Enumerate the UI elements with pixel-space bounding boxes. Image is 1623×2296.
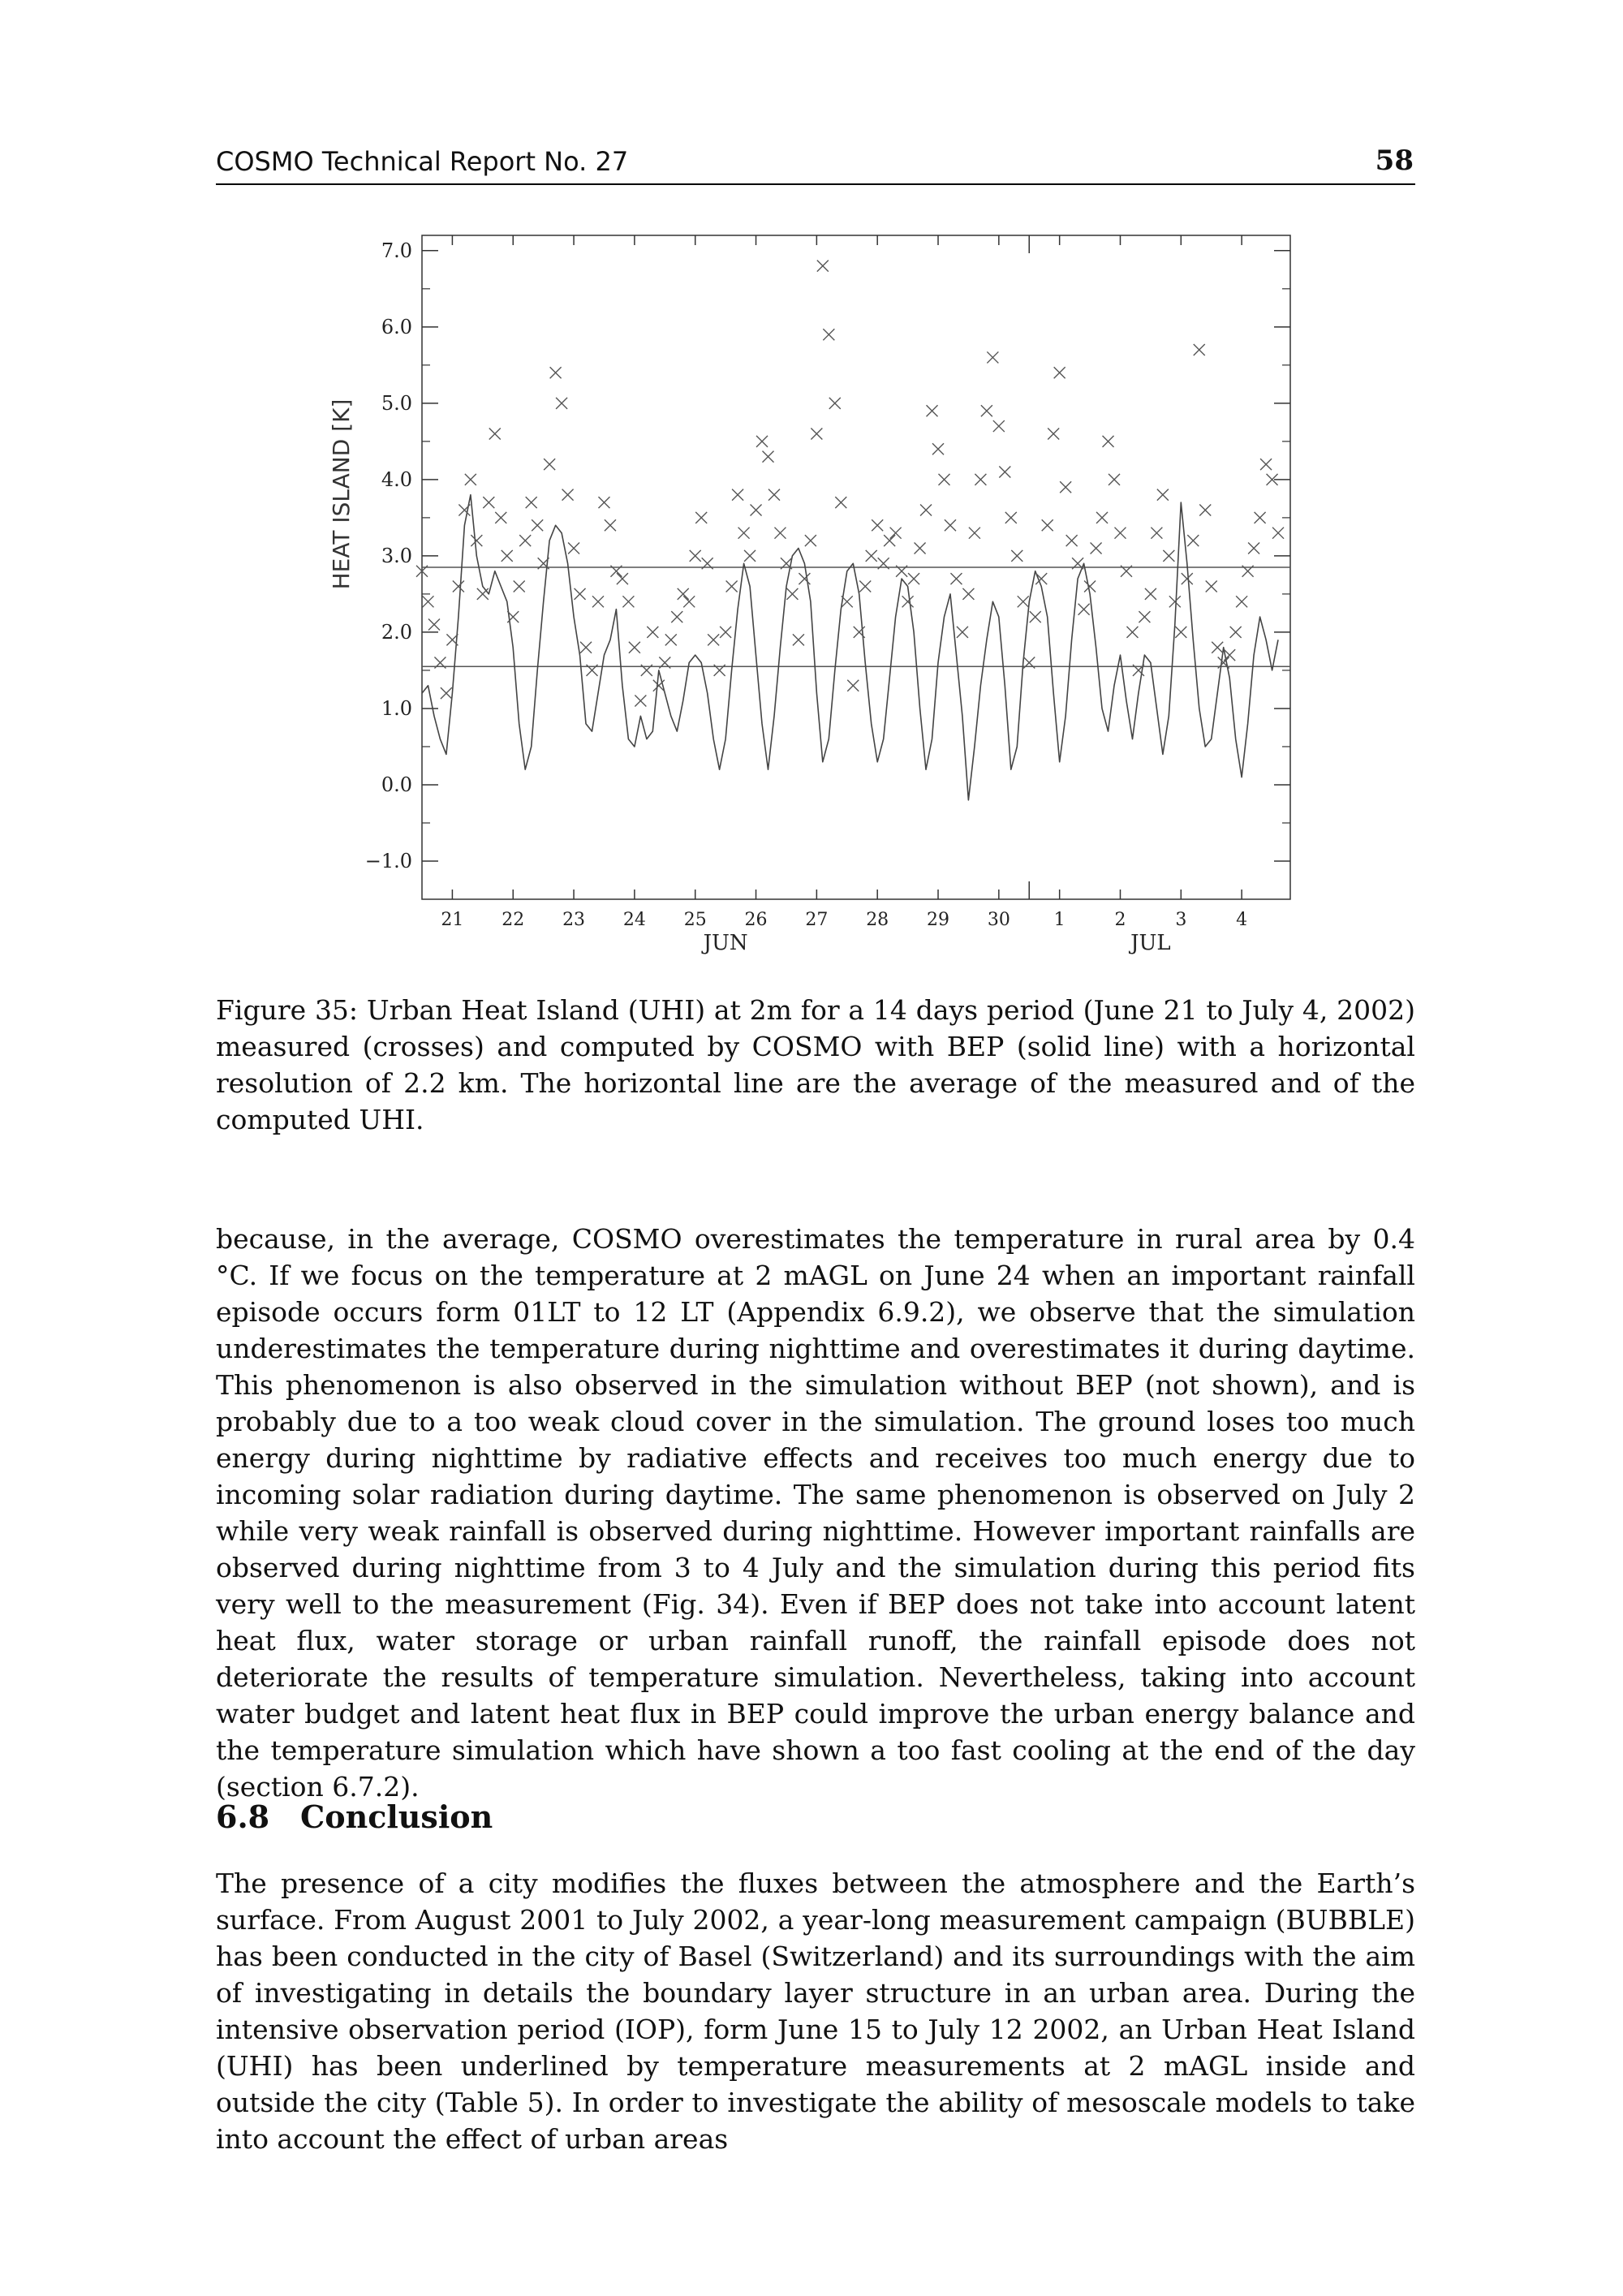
measured-point xyxy=(1260,459,1272,470)
uhi-chart xyxy=(308,211,1315,982)
measured-point xyxy=(744,550,756,562)
y-tick-label: 3.0 xyxy=(381,544,412,567)
measured-point xyxy=(859,581,871,592)
measured-point xyxy=(1060,481,1071,493)
measured-point xyxy=(647,627,658,638)
month-label: JUL xyxy=(1130,931,1171,955)
measured-point xyxy=(690,550,701,562)
measured-point xyxy=(884,535,895,546)
measured-point xyxy=(927,405,938,416)
measured-point xyxy=(726,581,738,592)
measured-point xyxy=(502,550,513,562)
measured-point xyxy=(908,573,919,584)
measured-point xyxy=(458,504,470,515)
measured-point xyxy=(441,687,452,699)
x-tick-label: 21 xyxy=(441,910,464,930)
measured-point xyxy=(708,634,719,645)
month-label: JUN xyxy=(703,931,748,955)
measured-point xyxy=(835,497,846,508)
measured-point xyxy=(1078,604,1090,615)
measured-point xyxy=(671,611,682,622)
measured-point xyxy=(969,528,980,539)
measured-point xyxy=(622,596,634,607)
measured-point xyxy=(915,542,926,554)
measured-point xyxy=(799,573,810,584)
y-tick-label: 0.0 xyxy=(381,773,412,796)
measured-point xyxy=(1109,474,1120,485)
measured-point xyxy=(556,398,567,409)
measured-point xyxy=(962,588,974,600)
body-paragraph: because, in the average, COSMO overestimates the temperature in rural area by 0.4 °C. If we focus on the temperature at 2 mAGL on June 24 when an important rainfall episode occurs form 01LT to 12 LT (Appendix 6.9.2), we observe that the simulation underestimates the temperature during nighttime and overestimates it during daytime. This phenomenon is also observed in the simulation without BEP (not shown), and is probably due to a too weak cloud cover in the simulation. The ground loses too much energy during nighttime by radiative effects and receives too much energy due to incoming solar radiation during daytime. The same phenomenon is observed on July 2 while very weak rainfall is observed during nighttime. However important rainfalls are observed during nighttime from 3 to 4 July and the simulation during this period fits very well to the measurement (Fig. 34). Even if BEP does not take into account latent heat flux, water storage or urban rainfall runoff, the rainfall episode does not deteriorate the results of temperature simulation. Nevertheless, taking into account water budget and latent heat flux in BEP could improve the urban energy balance and the temperature simulation which have shown a too fast cooling at the end of the day (section 6.7.2). xyxy=(216,1223,1415,1803)
measured-point xyxy=(519,535,531,546)
x-tick-label: 30 xyxy=(987,910,1010,930)
measured-point xyxy=(526,497,537,508)
measured-point xyxy=(1255,512,1266,523)
measured-point xyxy=(847,680,859,691)
measured-point xyxy=(1187,535,1199,546)
measured-point xyxy=(1175,627,1186,638)
measured-point xyxy=(1091,542,1102,554)
measured-point xyxy=(866,550,877,562)
x-tick-label: 2 xyxy=(1114,910,1126,930)
computed-uhi-line xyxy=(422,495,1278,800)
page-number: 58 xyxy=(1375,144,1414,177)
measured-point xyxy=(1151,528,1162,539)
measured-point xyxy=(811,428,822,439)
measured-point xyxy=(774,528,786,539)
measured-point xyxy=(1206,581,1217,592)
measured-point xyxy=(678,588,689,600)
running-header xyxy=(216,144,1415,185)
section-heading xyxy=(216,1798,493,1835)
measured-point xyxy=(629,642,640,653)
measured-point xyxy=(1199,504,1211,515)
measured-point xyxy=(635,696,646,707)
measured-point xyxy=(575,588,586,600)
measured-point xyxy=(999,466,1010,477)
x-tick-label: 25 xyxy=(683,910,707,930)
measured-point xyxy=(428,619,440,631)
section-number: 6.8 xyxy=(216,1798,270,1835)
measured-point xyxy=(842,596,853,607)
y-tick-label: 6.0 xyxy=(381,315,412,338)
measured-point xyxy=(514,581,525,592)
measured-point xyxy=(768,489,780,501)
measured-point xyxy=(981,405,992,416)
measured-point xyxy=(1066,535,1078,546)
measured-point xyxy=(1048,428,1059,439)
measured-point xyxy=(1084,581,1096,592)
measured-point xyxy=(562,489,574,501)
measured-point xyxy=(793,634,804,645)
figure-caption: Figure 35: Urban Heat Island (UHI) at 2m for a 14 days period (June 21 to July 4, 2002) measured (crosses) and computed by COSMO with BEP (solid line) with a horizontal resolution of 2.2 km. The horizontal line are the average of the measured and of the computed UHI. xyxy=(216,994,1415,1135)
measured-point xyxy=(1126,627,1138,638)
measured-point xyxy=(993,420,1005,432)
measured-point xyxy=(945,519,956,531)
section-title: Conclusion xyxy=(300,1798,493,1835)
y-tick-label: 5.0 xyxy=(381,391,412,415)
measured-point xyxy=(932,443,944,454)
measured-point xyxy=(738,528,750,539)
x-tick-label: 1 xyxy=(1053,910,1065,930)
measured-point xyxy=(695,512,707,523)
measured-point xyxy=(786,588,798,600)
y-tick-label: 4.0 xyxy=(381,467,412,491)
x-tick-label: 23 xyxy=(562,910,586,930)
measured-point xyxy=(605,519,616,531)
x-tick-label: 24 xyxy=(622,910,646,930)
measured-point xyxy=(1157,489,1169,501)
measured-point xyxy=(544,459,555,470)
measured-point xyxy=(422,596,433,607)
measured-point xyxy=(471,535,482,546)
y-tick-label: −1.0 xyxy=(364,849,412,872)
measured-point xyxy=(683,596,695,607)
measured-point xyxy=(938,474,949,485)
measured-point xyxy=(598,497,609,508)
measured-point xyxy=(465,474,476,485)
measured-point xyxy=(1096,512,1108,523)
measured-point xyxy=(1182,573,1193,584)
measured-point xyxy=(872,519,883,531)
measured-point xyxy=(532,519,543,531)
measured-point xyxy=(823,329,834,340)
measured-point xyxy=(751,504,762,515)
measured-point xyxy=(987,351,998,363)
measured-point xyxy=(1194,344,1205,355)
x-tick-label: 22 xyxy=(502,910,525,930)
measured-point xyxy=(975,474,986,485)
measured-point xyxy=(550,367,562,378)
measured-point xyxy=(950,573,962,584)
body-paragraph: The presence of a city modifies the fluxes between the atmosphere and the Earth’s surface. From August 2001 to July 2002, a year-long measurement campaign (BUBBLE) has been conducted in the city of Basel (Switzerland) and its surroundings with the aim of investigating in details the boundary layer structure in an urban area. During the intensive observation period (IOP), form June 15 to July 12 2002, an Urban Heat Island (UHI) has been underlined by temperature measurements at 2 mAGL inside and outside the city (Table 5). In order to investigate the ability of mesoscale models to take into account the effect of urban areas xyxy=(216,1867,1415,2155)
measured-point xyxy=(617,573,628,584)
measured-point xyxy=(453,581,464,592)
report-title: COSMO Technical Report No. 27 xyxy=(216,146,629,177)
measured-point xyxy=(1169,596,1181,607)
measured-point xyxy=(1163,550,1174,562)
measured-point xyxy=(1139,611,1150,622)
measured-point xyxy=(732,489,743,501)
x-tick-label: 4 xyxy=(1236,910,1248,930)
measured-point xyxy=(1018,596,1029,607)
measured-point xyxy=(805,535,816,546)
y-tick-label: 1.0 xyxy=(381,696,412,720)
measured-point xyxy=(568,542,579,554)
measured-point xyxy=(1212,642,1223,653)
measured-point xyxy=(495,512,506,523)
measured-point xyxy=(1054,367,1065,378)
measured-point xyxy=(902,596,914,607)
measured-point xyxy=(477,588,489,600)
measured-point xyxy=(1030,611,1041,622)
measured-point xyxy=(829,398,841,409)
measured-point xyxy=(483,497,494,508)
measured-point xyxy=(580,642,592,653)
measured-point xyxy=(489,428,501,439)
measured-point xyxy=(1114,528,1126,539)
y-axis-label: HEAT ISLAND [K] xyxy=(328,398,355,590)
measured-point xyxy=(1230,627,1242,638)
x-tick-label: 26 xyxy=(744,910,768,930)
measured-point xyxy=(957,627,968,638)
measured-point xyxy=(1248,542,1259,554)
measured-point xyxy=(1236,596,1247,607)
x-tick-label: 29 xyxy=(927,910,950,930)
measured-point xyxy=(756,436,768,447)
measured-point xyxy=(1145,588,1156,600)
measured-point xyxy=(1005,512,1017,523)
measured-point xyxy=(890,528,902,539)
measured-point xyxy=(1035,573,1047,584)
measured-point xyxy=(720,627,731,638)
measured-point xyxy=(665,634,677,645)
measured-point xyxy=(1272,528,1284,539)
measured-point xyxy=(763,451,774,463)
y-tick-label: 2.0 xyxy=(381,620,412,644)
x-tick-label: 3 xyxy=(1175,910,1187,930)
x-tick-label: 27 xyxy=(805,910,829,930)
measured-point xyxy=(1042,519,1053,531)
measured-point xyxy=(1011,550,1022,562)
measured-point xyxy=(1103,436,1114,447)
measured-point xyxy=(592,596,604,607)
y-tick-label: 7.0 xyxy=(381,239,412,262)
x-tick-label: 28 xyxy=(866,910,889,930)
measured-point xyxy=(817,261,829,272)
measured-point xyxy=(920,504,932,515)
